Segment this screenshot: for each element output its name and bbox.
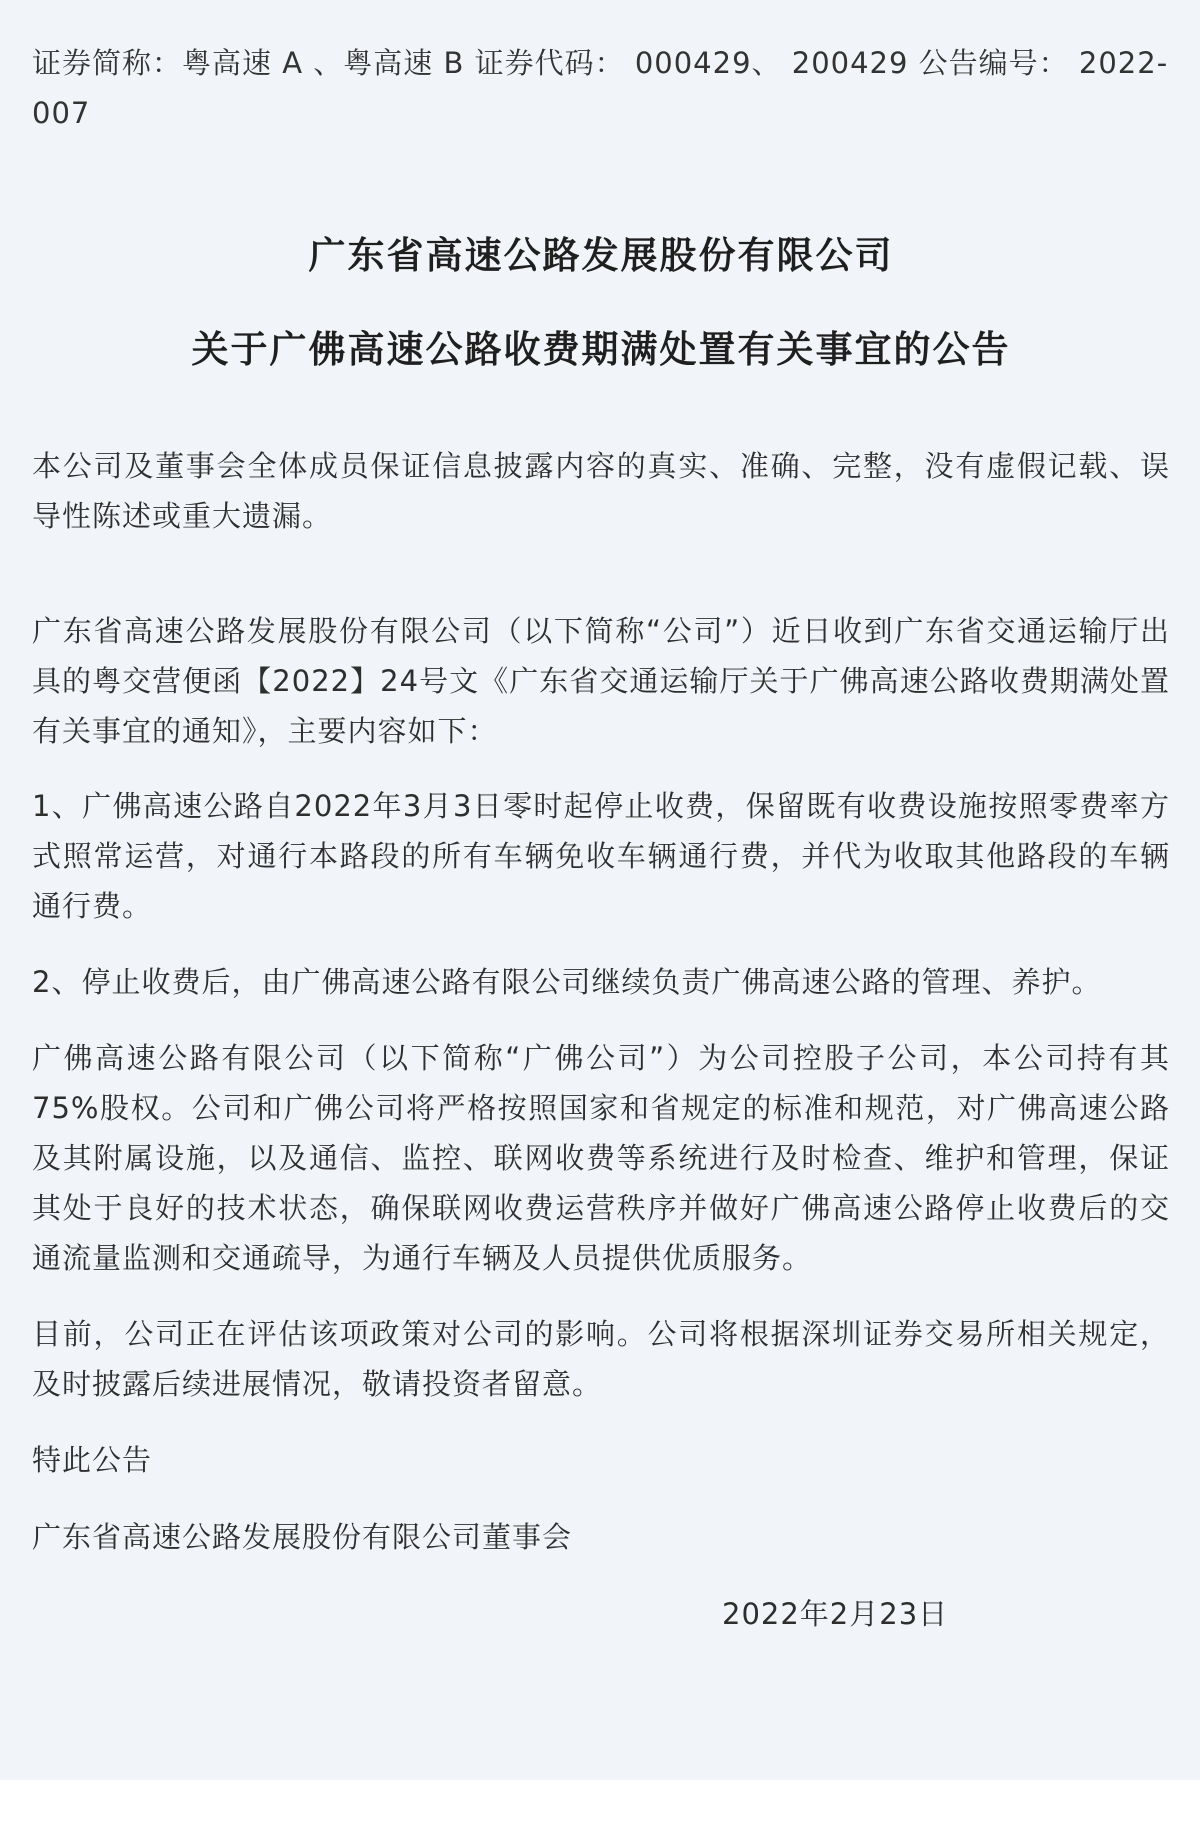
bottom-margin <box>0 1780 1200 1823</box>
closing-line: 特此公告 <box>32 1443 153 1477</box>
announcement-subject: 关于广佛高速公路收费期满处置有关事宜的公告 <box>191 328 1011 371</box>
company-title: 广东省高速公路发展股份有限公司 <box>308 234 894 277</box>
impact-paragraph: 目前，公司正在评估该项政策对公司的影响。公司将根据深圳证券交易所相关规定，及时披露后续进展情况，敬请投资者留意。 <box>32 1317 1170 1401</box>
item-1-paragraph: 1、广佛高速公路自2022年3月3日零时起停止收费，保留既有收费设施按照零费率方式照常运营，对通行本路段的所有车辆免收车辆通行费，并代为收取其他路段的车辆通行费。 <box>32 789 1170 923</box>
intro-paragraph: 广东省高速公路发展股份有限公司（以下简称“公司”）近日收到广东省交通运输厅出具的粤交营便函【2022】24号文《广东省交通运输厅关于广佛高速公路收费期满处置有关事宜的通知》，主要内容如下： <box>32 614 1170 748</box>
item-2-paragraph: 2、停止收费后，由广佛高速公路有限公司继续负责广佛高速公路的管理、养护。 <box>32 965 1102 999</box>
subsidiary-paragraph: 广佛高速公路有限公司（以下简称“广佛公司”）为公司控股子公司，本公司持有其75%股权。公司和广佛公司将严格按照国家和省规定的标准和规范，对广佛高速公路及其附属设施，以及通信、监控、联网收费等系统进行及时检查、维护和管理，保证其处于良好的技术状态，确保联网收费运营秩序并做好广佛高速公路停止收费后的交通流量监测和交通疏导，为通行车辆及人员提供优质服务。 <box>32 1041 1170 1275</box>
securities-info-line: 证券简称：粤高速 A 、粤高速 B 证券代码： 000429、 200429 公告编号： 2022-007 <box>32 46 1169 130</box>
announcement-date: 2022年2月23日 <box>722 1597 949 1631</box>
board-statement: 本公司及董事会全体成员保证信息披露内容的真实、准确、完整，没有虚假记载、误导性陈述或重大遗漏。 <box>32 449 1170 533</box>
issuer-signature: 广东省高速公路发展股份有限公司董事会 <box>32 1520 573 1554</box>
